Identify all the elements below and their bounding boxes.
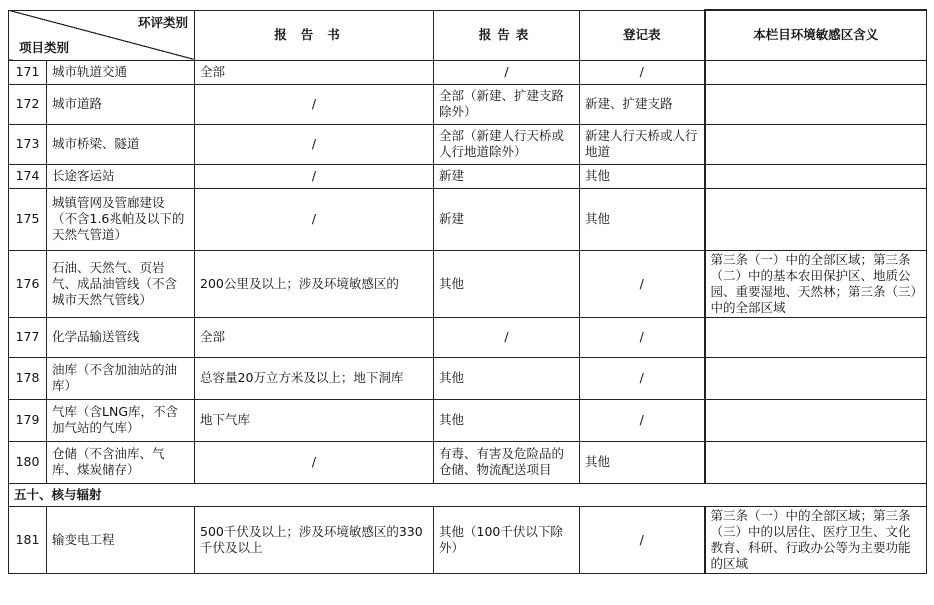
table-row	[9, 506, 927, 573]
report-table-cell: 全部（新建人行天桥或人行地道除外）	[434, 124, 580, 164]
project-name: 长途客运站	[47, 164, 195, 188]
report-table-cell: /	[434, 60, 580, 84]
header-eia-category: 环评类别	[137, 14, 188, 30]
project-name: 油库（不含加油站的油库）	[47, 357, 195, 399]
header-report-table: 报告表	[434, 10, 580, 60]
sensitive-area-cell: 第三条（一）中的全部区域；第三条（二）中的基本农田保护区、地质公园、重要湿地、天然林；第三条（三）中的全部区域	[705, 250, 927, 317]
report-table-cell: 新建	[434, 188, 580, 250]
row-number: 175	[9, 188, 47, 250]
report-book-cell: /	[195, 188, 434, 250]
sensitive-area-cell	[705, 124, 927, 164]
report-table-cell: 有毒、有害及危险品的仓储、物流配送项目	[434, 441, 580, 483]
sensitive-area-cell	[705, 357, 927, 399]
registration-cell: /	[580, 506, 705, 573]
header-sensitive-area: 本栏目环境敏感区含义	[705, 10, 927, 60]
table-row	[9, 399, 927, 441]
registration-cell: /	[580, 317, 705, 357]
project-name: 输变电工程	[47, 506, 195, 573]
report-book-cell: /	[195, 124, 434, 164]
project-name: 气库（含LNG库，不含加气站的气库）	[47, 399, 195, 441]
sensitive-area-cell	[705, 399, 927, 441]
classification-table-wrapper	[8, 9, 926, 574]
row-number: 180	[9, 441, 47, 483]
report-table-cell: 其他（100千伏以下除外）	[434, 506, 580, 573]
sensitive-area-cell	[705, 188, 927, 250]
project-name: 城镇管网及管廊建设（不含1.6兆帕及以下的天然气管道）	[47, 188, 195, 250]
report-table-cell: 新建	[434, 164, 580, 188]
table-row	[9, 60, 927, 84]
registration-cell: /	[580, 250, 705, 317]
project-name: 城市轨道交通	[47, 60, 195, 84]
row-number: 171	[9, 60, 47, 84]
sensitive-area-cell	[705, 164, 927, 188]
diagonal-header-cell	[9, 10, 195, 60]
table-row	[9, 164, 927, 188]
sensitive-area-cell	[705, 317, 927, 357]
project-name: 城市道路	[47, 84, 195, 124]
table-row	[9, 188, 927, 250]
row-number: 179	[9, 399, 47, 441]
project-name: 石油、天然气、页岩气、成品油管线（不含城市天然气管线）	[47, 250, 195, 317]
eia-classification-table	[8, 9, 927, 574]
registration-cell: 其他	[580, 164, 705, 188]
header-report-book: 报告书	[195, 10, 434, 60]
section-row	[9, 483, 927, 506]
registration-cell: 新建人行天桥或人行地道	[580, 124, 705, 164]
header-registration: 登记表	[580, 10, 705, 60]
row-number: 173	[9, 124, 47, 164]
report-book-cell: 地下气库	[195, 399, 434, 441]
report-book-cell: 全部	[195, 60, 434, 84]
registration-cell: /	[580, 60, 705, 84]
report-table-cell: 其他	[434, 357, 580, 399]
report-book-cell: 全部	[195, 317, 434, 357]
project-name: 化学品输送管线	[47, 317, 195, 357]
report-book-cell: /	[195, 84, 434, 124]
table-row	[9, 250, 927, 317]
row-number: 176	[9, 250, 47, 317]
table-row	[9, 317, 927, 357]
header-project-category: 项目类别	[19, 39, 70, 55]
header-row	[9, 10, 927, 60]
report-book-cell: 总容量20万立方米及以上；地下洞库	[195, 357, 434, 399]
table-row	[9, 124, 927, 164]
sensitive-area-cell	[705, 60, 927, 84]
report-book-cell: 500千伏及以上；涉及环境敏感区的330千伏及以上	[195, 506, 434, 573]
registration-cell: 新建、扩建支路	[580, 84, 705, 124]
report-table-cell: 其他	[434, 250, 580, 317]
report-table-cell: 其他	[434, 399, 580, 441]
report-book-cell: /	[195, 164, 434, 188]
row-number: 181	[9, 506, 47, 573]
table-row	[9, 441, 927, 483]
row-number: 178	[9, 357, 47, 399]
registration-cell: /	[580, 399, 705, 441]
registration-cell: /	[580, 357, 705, 399]
project-name: 仓储（不含油库、气库、煤炭储存）	[47, 441, 195, 483]
sensitive-area-cell	[705, 84, 927, 124]
report-book-cell: /	[195, 441, 434, 483]
registration-cell: 其他	[580, 441, 705, 483]
section-title: 五十、核与辐射	[9, 483, 927, 506]
sensitive-area-cell: 第三条（一）中的全部区域；第三条（三）中的以居住、医疗卫生、文化教育、科研、行政办公等为主要功能的区域	[705, 506, 927, 573]
table-row	[9, 84, 927, 124]
row-number: 174	[9, 164, 47, 188]
row-number: 172	[9, 84, 47, 124]
project-name: 城市桥梁、隧道	[47, 124, 195, 164]
report-table-cell: /	[434, 317, 580, 357]
sensitive-area-cell	[705, 441, 927, 483]
row-number: 177	[9, 317, 47, 357]
table-row	[9, 357, 927, 399]
report-book-cell: 200公里及以上；涉及环境敏感区的	[195, 250, 434, 317]
report-table-cell: 全部（新建、扩建支路除外）	[434, 84, 580, 124]
registration-cell: 其他	[580, 188, 705, 250]
